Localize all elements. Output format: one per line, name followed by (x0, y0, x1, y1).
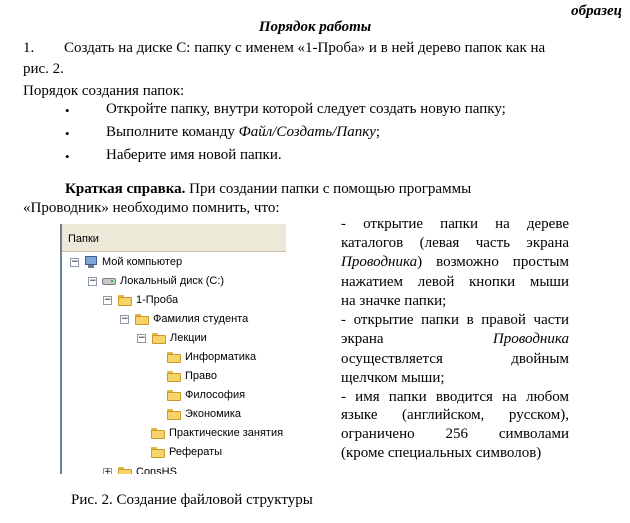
note-line (341, 254, 569, 271)
note-text: ) возможно простым (417, 254, 569, 270)
tree-label: Фамилия студента (153, 313, 249, 325)
page-title: Порядок работы (258, 19, 372, 35)
note-line: (кроме специальных символов) (341, 445, 542, 461)
collapse-icon[interactable]: − (89, 276, 97, 286)
tree-label: Мой компьютер (102, 256, 183, 268)
step-number: 1. (23, 40, 35, 56)
tree-label: Практические занятия (169, 427, 284, 439)
tree-label: 1-Проба (136, 294, 179, 306)
bullet-icon: • (65, 126, 70, 141)
note-line: - открытие папки на дереве (341, 216, 569, 232)
note-line: языке (английском, русском), (341, 407, 569, 423)
folder-icon (150, 426, 166, 440)
folder-icon (166, 350, 182, 364)
tree-label: Право (185, 370, 217, 382)
folder-icon (166, 407, 182, 421)
folders-pane-header (62, 224, 286, 252)
menu-command: Файл/Создать/Папку (238, 124, 376, 140)
folders-pane-title: Папки (68, 233, 99, 245)
note-line: - имя папки вводится на любом (341, 389, 569, 405)
tree-label: Экономика (185, 408, 242, 420)
figure-caption-text: Создание файловой структуры (112, 492, 313, 508)
explorer-folder-pane (60, 224, 286, 474)
figure-number: Рис. 2. (71, 492, 113, 508)
creation-order-label: Порядок создания папок: (23, 83, 185, 99)
figure-caption (71, 492, 313, 509)
folder-icon (150, 445, 166, 459)
step-1-continuation: рис. 2. (23, 61, 64, 77)
instruction-type-name: Наберите имя новой папки. (106, 147, 282, 163)
note-line: ограничено 256 символами (341, 426, 569, 442)
instruction-run-command (106, 124, 380, 141)
bullet-icon: • (65, 149, 70, 164)
note-line: на значке папки; (341, 293, 447, 309)
instruction-text: ; (375, 124, 381, 140)
folder-icon (117, 293, 133, 307)
folder-icon (166, 388, 182, 402)
instruction-open-folder: Откройте папку, внутри которой следует создать новую папку; (106, 101, 506, 117)
instruction-text: Выполните команду (106, 124, 239, 140)
tree-label: Лекции (170, 332, 207, 344)
folder-icon (117, 465, 133, 474)
step-1-line (23, 40, 545, 57)
disk-drive-icon (101, 274, 117, 288)
reference-line-1 (65, 181, 471, 198)
folder-icon (166, 369, 182, 383)
note-line: осуществляется двойным (341, 351, 569, 367)
bullet-icon: • (65, 103, 70, 118)
tree-label: Рефераты (169, 446, 223, 458)
note-line: каталогов (левая часть экрана (341, 235, 569, 251)
note-emphasis: Проводника (341, 254, 418, 270)
folder-icon (151, 331, 167, 345)
tree-label: Локальный диск (C:) (120, 275, 225, 287)
note-line: - открытие папки в правой части (341, 312, 569, 328)
tree-label: ConsHS (136, 466, 177, 474)
collapse-icon[interactable]: − (121, 314, 129, 324)
note-emphasis: Проводника (492, 331, 569, 347)
note-line: нажатием левой кнопки мыши (341, 274, 569, 290)
sample-label: образец (571, 3, 622, 19)
expand-icon[interactable]: + (103, 468, 112, 474)
reference-title: Краткая справка. (65, 181, 186, 197)
collapse-icon[interactable]: − (71, 257, 79, 267)
reference-line-2: «Проводник» необходимо помнить, что: (23, 200, 280, 216)
note-line: щелчком мыши; (341, 370, 445, 386)
collapse-icon[interactable]: − (138, 333, 146, 343)
note-text: экрана (341, 331, 384, 347)
computer-icon (83, 255, 99, 269)
folder-icon (134, 312, 150, 326)
tree-label: Информатика (185, 351, 257, 363)
note-line (341, 331, 569, 348)
tree-label: Философия (185, 389, 246, 401)
step-1-text: Создать на диске С: папку с именем «1-Проба» и в ней дерево папок как на (64, 40, 546, 56)
reference-text: При создании папки с помощью программы (185, 181, 472, 197)
collapse-icon[interactable]: − (104, 295, 112, 305)
